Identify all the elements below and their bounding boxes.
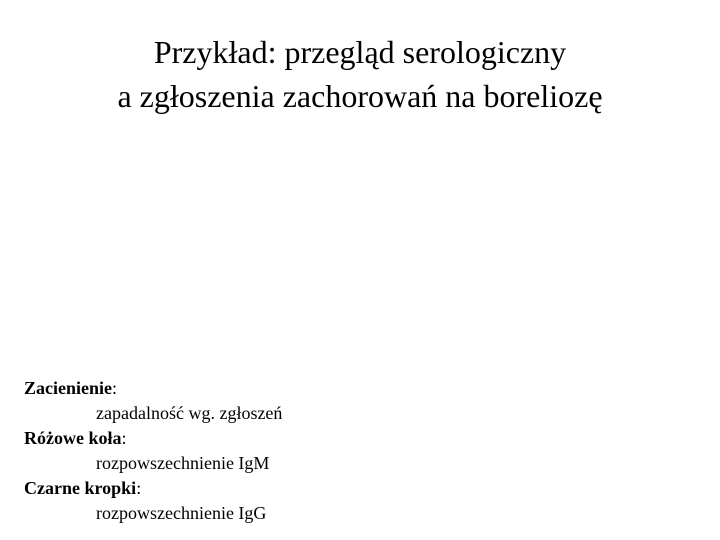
legend-separator: :	[112, 378, 118, 398]
legend-desc-shading: zapadalność wg. zgłoszeń	[96, 403, 283, 423]
legend-term-black-dots: Czarne kropki	[24, 478, 137, 498]
legend-item-shading	[24, 376, 282, 401]
legend-term-pink-circles: Różowe koła	[24, 428, 122, 448]
slide-title	[0, 30, 720, 118]
legend-term-shading: Zacienienie	[24, 378, 112, 398]
slide-title-line-1: Przykład: przegląd serologiczny	[153, 34, 567, 70]
legend	[24, 376, 282, 526]
slide-title-line-2: a zgłoszenia zachorowań na boreliozę	[117, 78, 603, 114]
legend-desc-black-dots: rozpowszechnienie IgG	[96, 503, 267, 523]
legend-separator: :	[136, 478, 142, 498]
legend-separator: :	[121, 428, 127, 448]
legend-desc-pink-circles: rozpowszechnienie IgM	[96, 453, 270, 473]
legend-item-pink-circles	[24, 426, 282, 451]
legend-item-black-dots	[24, 476, 282, 501]
